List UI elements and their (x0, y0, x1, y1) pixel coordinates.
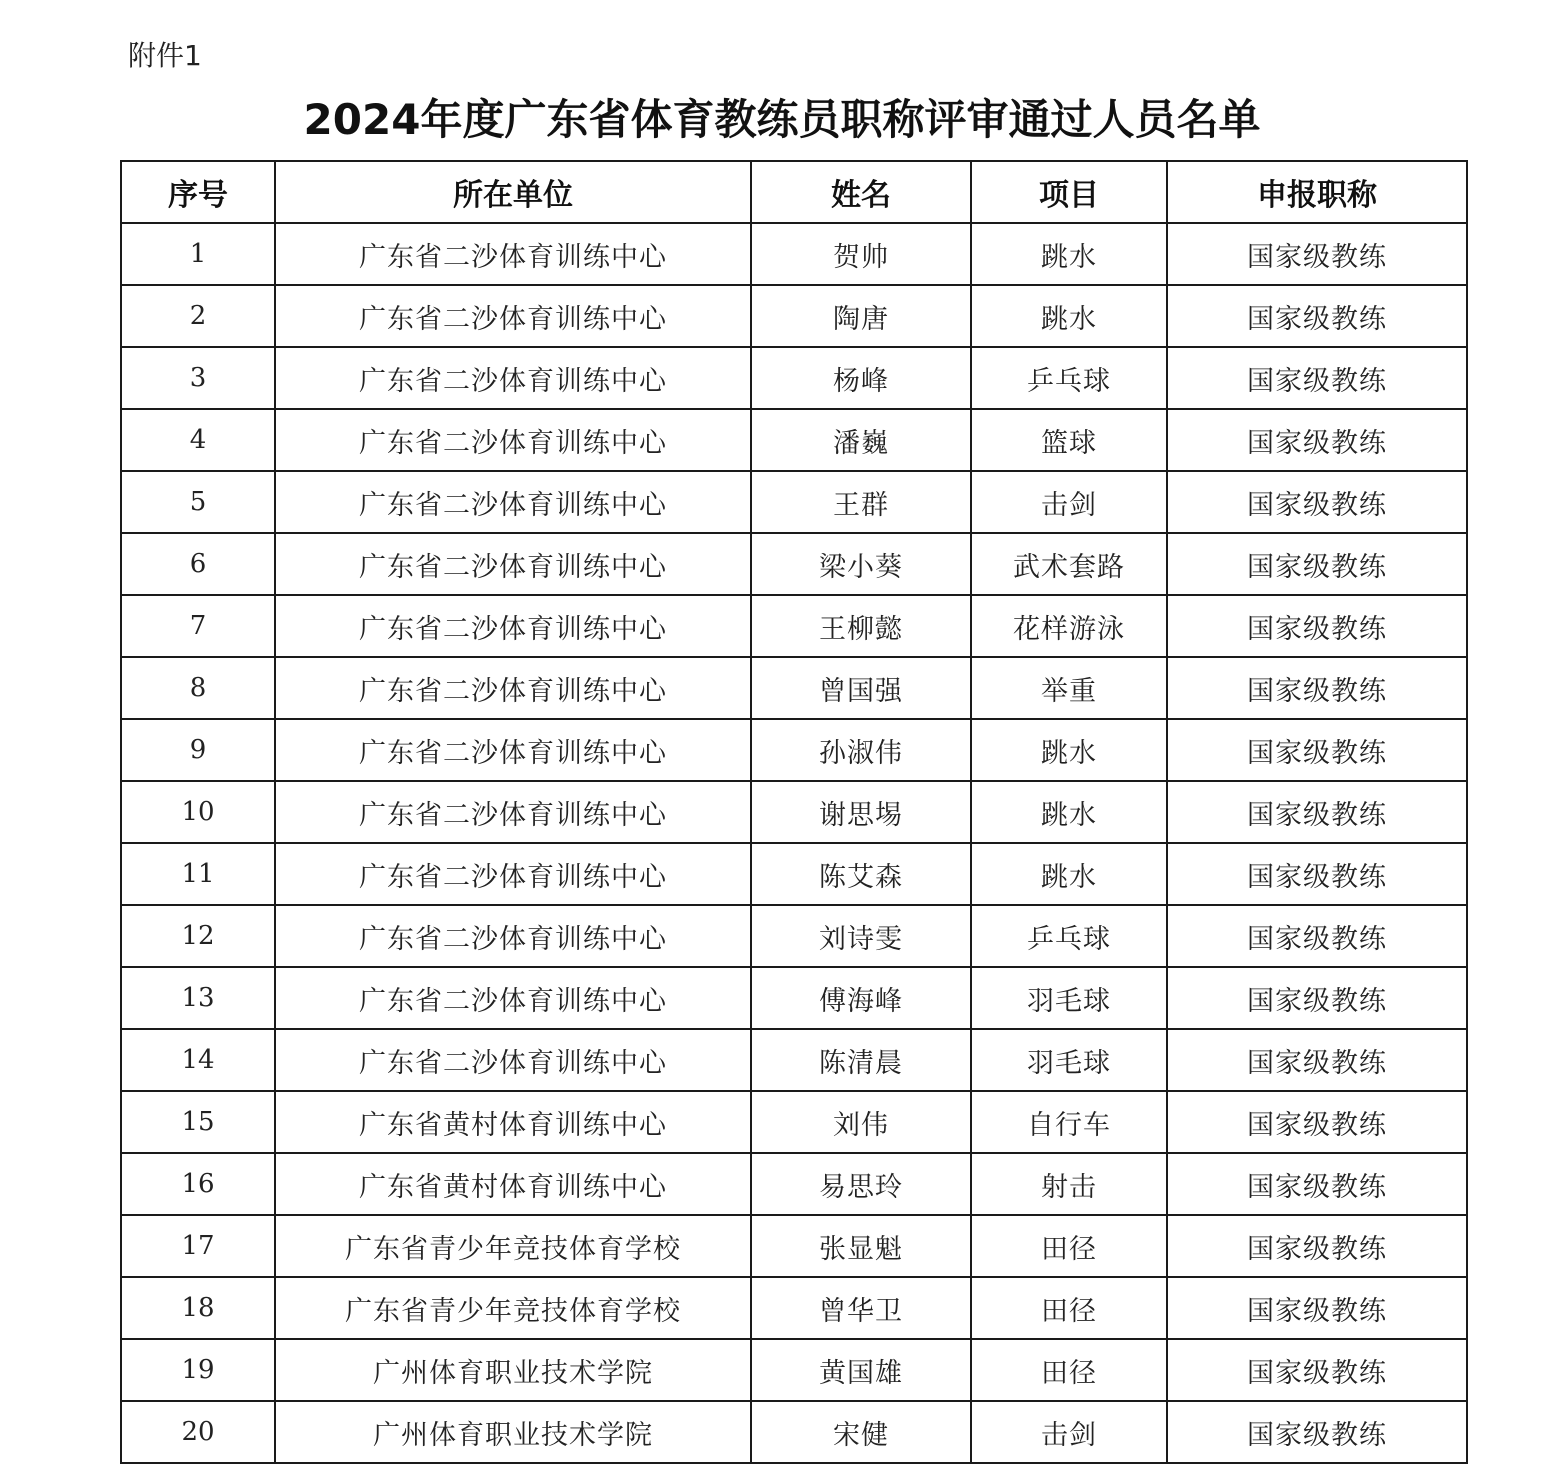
cell-name: 宋健 (751, 1401, 971, 1463)
cell-serial: 2 (121, 285, 275, 347)
cell-name: 易思玲 (751, 1153, 971, 1215)
cell-sport: 击剑 (971, 471, 1167, 533)
document-title: 2024年度广东省体育教练员职称评审通过人员名单 (303, 95, 1261, 144)
cell-name: 潘巍 (751, 409, 971, 471)
table-row (121, 905, 1467, 967)
cell-title-applied: 国家级教练 (1167, 595, 1467, 657)
cell-name: 贺帅 (751, 223, 971, 285)
table-row (121, 967, 1467, 1029)
table-row (121, 533, 1467, 595)
table-row (121, 409, 1467, 471)
cell-sport: 乒乓球 (971, 905, 1167, 967)
cell-serial: 16 (121, 1153, 275, 1215)
cell-unit: 广东省青少年竞技体育学校 (275, 1215, 751, 1277)
cell-serial: 11 (121, 843, 275, 905)
cell-sport: 跳水 (971, 719, 1167, 781)
cell-name: 王柳懿 (751, 595, 971, 657)
cell-sport: 花样游泳 (971, 595, 1167, 657)
cell-sport: 田径 (971, 1339, 1167, 1401)
cell-title-applied: 国家级教练 (1167, 1401, 1467, 1463)
cell-sport: 举重 (971, 657, 1167, 719)
table-row (121, 1401, 1467, 1463)
cell-serial: 13 (121, 967, 275, 1029)
cell-sport: 跳水 (971, 781, 1167, 843)
cell-unit: 广东省二沙体育训练中心 (275, 905, 751, 967)
cell-title-applied: 国家级教练 (1167, 843, 1467, 905)
cell-unit: 广东省二沙体育训练中心 (275, 1029, 751, 1091)
cell-serial: 5 (121, 471, 275, 533)
cell-unit: 广东省二沙体育训练中心 (275, 347, 751, 409)
table-row (121, 1091, 1467, 1153)
cell-name: 曾华卫 (751, 1277, 971, 1339)
cell-serial: 3 (121, 347, 275, 409)
cell-serial: 8 (121, 657, 275, 719)
cell-sport: 射击 (971, 1153, 1167, 1215)
cell-serial: 17 (121, 1215, 275, 1277)
cell-sport: 自行车 (971, 1091, 1167, 1153)
cell-serial: 4 (121, 409, 275, 471)
cell-serial: 18 (121, 1277, 275, 1339)
table-row (121, 471, 1467, 533)
cell-serial: 1 (121, 223, 275, 285)
attachment-label: 附件1 (128, 39, 202, 72)
cell-serial: 12 (121, 905, 275, 967)
table-row (121, 1215, 1467, 1277)
table-row (121, 1029, 1467, 1091)
cell-unit: 广东省二沙体育训练中心 (275, 409, 751, 471)
table-row (121, 1153, 1467, 1215)
cell-sport: 击剑 (971, 1401, 1167, 1463)
cell-name: 陈艾森 (751, 843, 971, 905)
cell-title-applied: 国家级教练 (1167, 1029, 1467, 1091)
cell-name: 刘诗雯 (751, 905, 971, 967)
cell-unit: 广东省黄村体育训练中心 (275, 1153, 751, 1215)
cell-unit: 广东省二沙体育训练中心 (275, 223, 751, 285)
roster-table (120, 160, 1468, 1464)
table-row (121, 781, 1467, 843)
cell-title-applied: 国家级教练 (1167, 1339, 1467, 1401)
cell-unit: 广东省二沙体育训练中心 (275, 533, 751, 595)
cell-unit: 广东省二沙体育训练中心 (275, 967, 751, 1029)
cell-title-applied: 国家级教练 (1167, 781, 1467, 843)
cell-title-applied: 国家级教练 (1167, 1277, 1467, 1339)
cell-name: 孙淑伟 (751, 719, 971, 781)
table-row (121, 657, 1467, 719)
cell-unit: 广州体育职业技术学院 (275, 1339, 751, 1401)
cell-title-applied: 国家级教练 (1167, 1091, 1467, 1153)
cell-name: 刘伟 (751, 1091, 971, 1153)
cell-name: 黄国雄 (751, 1339, 971, 1401)
cell-unit: 广东省二沙体育训练中心 (275, 471, 751, 533)
cell-unit: 广东省二沙体育训练中心 (275, 843, 751, 905)
header-serial: 序号 (121, 161, 275, 223)
cell-serial: 19 (121, 1339, 275, 1401)
cell-title-applied: 国家级教练 (1167, 967, 1467, 1029)
cell-name: 张显魁 (751, 1215, 971, 1277)
cell-name: 陈清晨 (751, 1029, 971, 1091)
table-row (121, 595, 1467, 657)
header-sport: 项目 (971, 161, 1167, 223)
header-name: 姓名 (751, 161, 971, 223)
cell-title-applied: 国家级教练 (1167, 719, 1467, 781)
cell-title-applied: 国家级教练 (1167, 347, 1467, 409)
cell-unit: 广东省二沙体育训练中心 (275, 595, 751, 657)
cell-serial: 14 (121, 1029, 275, 1091)
table-row (121, 347, 1467, 409)
header-title-applied: 申报职称 (1167, 161, 1467, 223)
roster-body (121, 223, 1467, 1463)
cell-sport: 篮球 (971, 409, 1167, 471)
cell-unit: 广东省二沙体育训练中心 (275, 285, 751, 347)
cell-title-applied: 国家级教练 (1167, 223, 1467, 285)
cell-serial: 10 (121, 781, 275, 843)
cell-title-applied: 国家级教练 (1167, 285, 1467, 347)
header-unit: 所在单位 (275, 161, 751, 223)
cell-serial: 15 (121, 1091, 275, 1153)
cell-name: 陶唐 (751, 285, 971, 347)
cell-unit: 广东省二沙体育训练中心 (275, 719, 751, 781)
cell-name: 王群 (751, 471, 971, 533)
cell-unit: 广州体育职业技术学院 (275, 1401, 751, 1463)
cell-name: 谢思埸 (751, 781, 971, 843)
cell-title-applied: 国家级教练 (1167, 1215, 1467, 1277)
cell-title-applied: 国家级教练 (1167, 657, 1467, 719)
table-row (121, 223, 1467, 285)
cell-name: 梁小葵 (751, 533, 971, 595)
table-row (121, 843, 1467, 905)
cell-sport: 跳水 (971, 285, 1167, 347)
cell-title-applied: 国家级教练 (1167, 471, 1467, 533)
table-row (121, 719, 1467, 781)
cell-title-applied: 国家级教练 (1167, 409, 1467, 471)
table-row (121, 1277, 1467, 1339)
cell-title-applied: 国家级教练 (1167, 533, 1467, 595)
cell-title-applied: 国家级教练 (1167, 905, 1467, 967)
table-header-row (121, 161, 1467, 223)
table-row (121, 285, 1467, 347)
cell-sport: 乒乓球 (971, 347, 1167, 409)
cell-serial: 20 (121, 1401, 275, 1463)
cell-serial: 6 (121, 533, 275, 595)
cell-sport: 跳水 (971, 223, 1167, 285)
cell-sport: 田径 (971, 1215, 1167, 1277)
cell-unit: 广东省二沙体育训练中心 (275, 781, 751, 843)
table-row (121, 1339, 1467, 1401)
cell-unit: 广东省青少年竞技体育学校 (275, 1277, 751, 1339)
cell-serial: 7 (121, 595, 275, 657)
cell-unit: 广东省二沙体育训练中心 (275, 657, 751, 719)
cell-title-applied: 国家级教练 (1167, 1153, 1467, 1215)
cell-sport: 跳水 (971, 843, 1167, 905)
cell-unit: 广东省黄村体育训练中心 (275, 1091, 751, 1153)
cell-serial: 9 (121, 719, 275, 781)
cell-sport: 武术套路 (971, 533, 1167, 595)
cell-sport: 田径 (971, 1277, 1167, 1339)
cell-name: 曾国强 (751, 657, 971, 719)
cell-sport: 羽毛球 (971, 967, 1167, 1029)
cell-sport: 羽毛球 (971, 1029, 1167, 1091)
cell-name: 杨峰 (751, 347, 971, 409)
cell-name: 傅海峰 (751, 967, 971, 1029)
